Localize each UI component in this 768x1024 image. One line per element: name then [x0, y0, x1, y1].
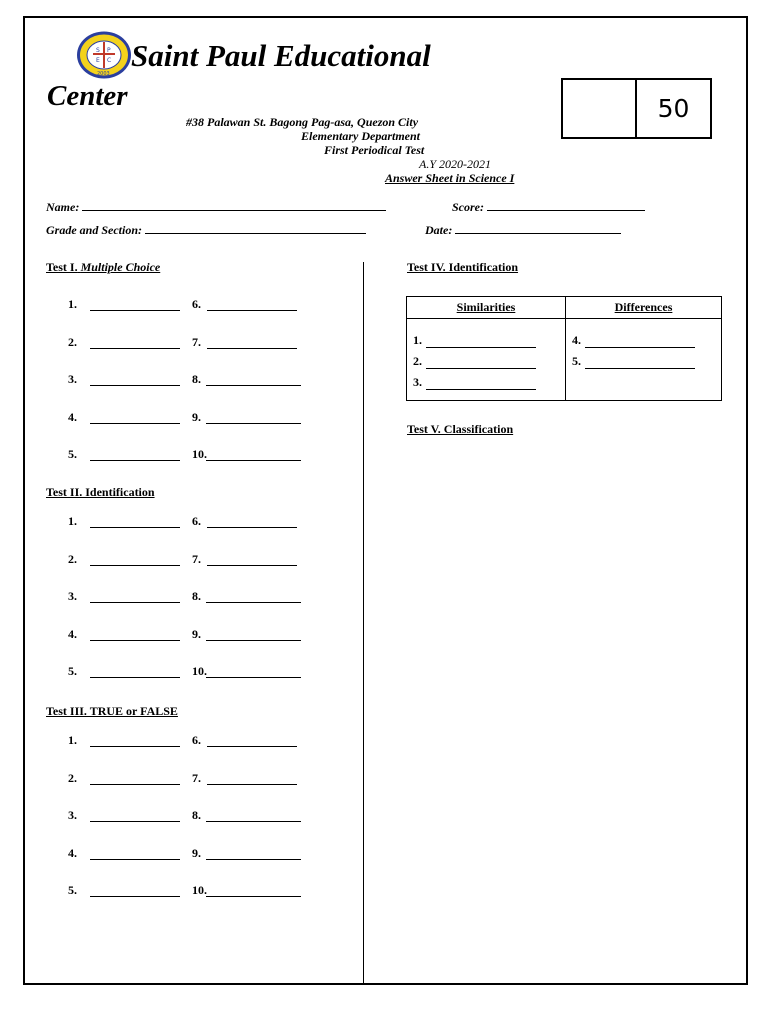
test2-title: Test II. Identification — [46, 485, 155, 499]
answer-line[interactable] — [90, 627, 180, 641]
difference-answer-line[interactable] — [585, 335, 695, 348]
answer-row — [68, 589, 308, 604]
item-number: 4. — [68, 409, 77, 424]
answer-row — [68, 627, 308, 642]
date-field — [425, 222, 621, 238]
item-number: 6. — [192, 297, 201, 311]
answer-row — [68, 297, 308, 312]
answer-line[interactable] — [90, 771, 180, 785]
score-field — [452, 199, 645, 215]
item-number: 2. — [68, 770, 77, 785]
score-box — [561, 78, 712, 139]
item-number: 10. — [192, 664, 207, 678]
school-name-line2: Center — [47, 80, 128, 112]
answer-line[interactable] — [206, 410, 301, 424]
svg-text:C: C — [107, 57, 112, 64]
item-number: 2. — [68, 551, 77, 566]
test-name: First Periodical Test — [324, 143, 425, 157]
answer-line[interactable] — [207, 335, 297, 349]
similarity-number: 1. — [413, 333, 422, 347]
item-number: 3. — [68, 589, 77, 603]
answer-line[interactable] — [90, 552, 180, 566]
item-number: 2. — [68, 334, 77, 349]
answer-row — [68, 808, 308, 823]
answer-line[interactable] — [206, 372, 301, 386]
similarity-answer-line[interactable] — [426, 335, 536, 348]
item-number: 6. — [192, 733, 201, 747]
answer-line[interactable] — [90, 447, 180, 461]
item-number: 10. — [192, 447, 207, 461]
academic-year: A.Y 2020-2021 — [419, 157, 491, 171]
date-line[interactable] — [455, 222, 621, 234]
column-divider — [363, 262, 364, 984]
sheet-title: Answer Sheet in Science I — [385, 171, 515, 185]
item-number: 1. — [68, 297, 77, 311]
name-field — [46, 199, 386, 215]
svg-text:E: E — [96, 57, 100, 64]
answer-line[interactable] — [207, 733, 297, 747]
item-number: 9. — [192, 626, 201, 641]
answer-line[interactable] — [206, 664, 301, 678]
item-number: 9. — [192, 845, 201, 860]
similarity-answer-line[interactable] — [426, 377, 536, 390]
answer-row — [68, 372, 308, 387]
difference-item — [566, 327, 721, 348]
test1-title-rest: Multiple Choice — [80, 260, 161, 274]
differences-cell — [566, 319, 722, 401]
answer-row — [68, 771, 308, 786]
answer-line[interactable] — [206, 808, 301, 822]
similarity-item — [407, 348, 565, 369]
differences-header: Differences — [566, 297, 722, 319]
page-border — [23, 16, 748, 985]
answer-line[interactable] — [207, 514, 297, 528]
answer-line[interactable] — [207, 552, 297, 566]
answer-line[interactable] — [90, 372, 180, 386]
item-number: 1. — [68, 514, 77, 528]
test1-title-prefix: Test I. — [46, 260, 78, 274]
item-number: 8. — [192, 372, 201, 386]
item-number: 8. — [192, 589, 201, 603]
item-number: 1. — [68, 733, 77, 747]
comparison-table — [406, 296, 722, 401]
answer-line[interactable] — [207, 297, 297, 311]
grade-section-field — [46, 222, 366, 238]
answer-line[interactable] — [90, 664, 180, 678]
item-number: 10. — [192, 883, 207, 897]
answer-line[interactable] — [90, 589, 180, 603]
answer-line[interactable] — [206, 447, 301, 461]
similarities-header: Similarities — [407, 297, 566, 319]
similarity-number: 3. — [413, 375, 422, 389]
answer-line[interactable] — [206, 589, 301, 603]
school-seal-logo — [75, 30, 133, 80]
answer-row — [68, 410, 308, 425]
answer-line[interactable] — [206, 883, 301, 897]
test3-title: Test III. TRUE or FALSE — [46, 704, 178, 718]
answer-row — [68, 846, 308, 861]
department: Elementary Department — [301, 129, 420, 143]
test1-title — [46, 260, 160, 275]
answer-line[interactable] — [90, 883, 180, 897]
score-label: Score: — [452, 200, 484, 214]
score-line[interactable] — [487, 199, 645, 211]
item-number: 5. — [68, 883, 77, 897]
svg-text:2003: 2003 — [97, 71, 110, 77]
difference-number: 5. — [572, 354, 581, 368]
grade-section-line[interactable] — [145, 222, 366, 234]
answer-line[interactable] — [206, 846, 301, 860]
item-number: 6. — [192, 514, 201, 528]
test5-title: Test V. Classification — [407, 422, 514, 436]
answer-row — [68, 552, 308, 567]
answer-row — [68, 514, 308, 529]
similarities-cell — [407, 319, 566, 401]
answer-line[interactable] — [90, 733, 180, 747]
answer-line[interactable] — [207, 771, 297, 785]
answer-row — [68, 335, 308, 350]
similarity-number: 2. — [413, 354, 422, 368]
answer-line[interactable] — [90, 410, 180, 424]
answer-row — [68, 733, 308, 748]
date-label: Date: — [425, 223, 453, 237]
answer-line[interactable] — [90, 297, 180, 311]
item-number: 7. — [192, 770, 201, 785]
item-number: 7. — [192, 334, 201, 349]
school-address: #38 Palawan St. Bagong Pag-asa, Quezon City — [186, 115, 419, 129]
item-number: 9. — [192, 409, 201, 424]
answer-row — [68, 664, 308, 679]
item-number: 5. — [68, 664, 77, 678]
difference-answer-line[interactable] — [585, 356, 695, 369]
answer-line[interactable] — [90, 514, 180, 528]
svg-text:S: S — [96, 47, 100, 54]
similarity-item — [407, 327, 565, 348]
name-label: Name: — [46, 200, 80, 214]
item-number: 4. — [68, 845, 77, 860]
item-number: 5. — [68, 447, 77, 461]
similarity-item — [407, 369, 565, 390]
item-number: 4. — [68, 626, 77, 641]
score-box-total: 50 — [657, 94, 690, 123]
school-name-line1: Saint Paul Educational — [131, 38, 431, 73]
item-number: 3. — [68, 808, 77, 822]
svg-text:P: P — [107, 47, 111, 54]
score-box-blank[interactable] — [563, 80, 637, 137]
difference-item — [566, 348, 721, 369]
answer-row — [68, 883, 308, 898]
similarity-answer-line[interactable] — [426, 356, 536, 369]
answer-line[interactable] — [90, 335, 180, 349]
item-number: 8. — [192, 808, 201, 822]
name-line[interactable] — [82, 199, 386, 211]
item-number: 3. — [68, 372, 77, 386]
difference-number: 4. — [572, 333, 581, 347]
test4-title: Test IV. Identification — [407, 260, 519, 274]
answer-line[interactable] — [90, 808, 180, 822]
answer-line[interactable] — [206, 627, 301, 641]
answer-line[interactable] — [90, 846, 180, 860]
grade-section-label: Grade and Section: — [46, 223, 142, 237]
item-number: 7. — [192, 551, 201, 566]
answer-row — [68, 447, 308, 462]
